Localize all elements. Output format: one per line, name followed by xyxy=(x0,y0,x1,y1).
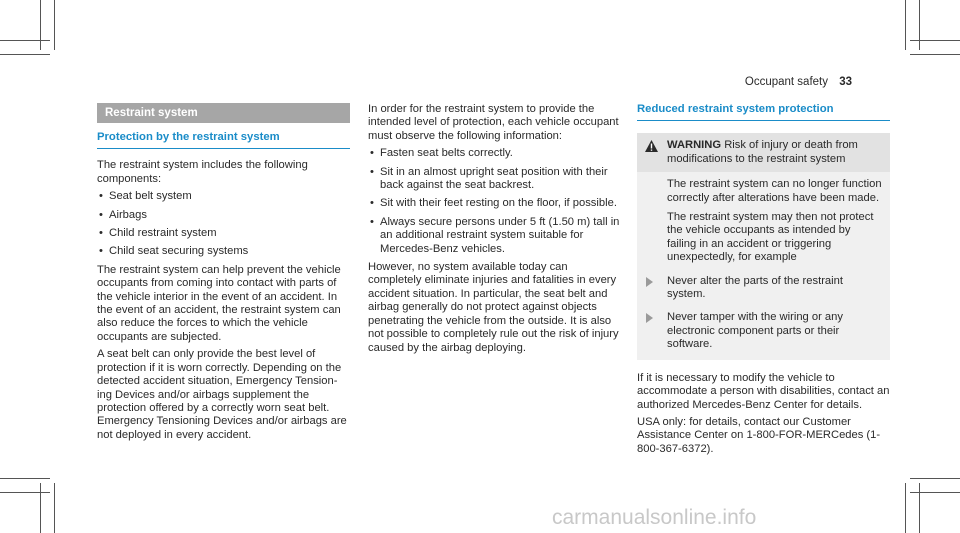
warning-text: Risk of injury or death from modifications to the restraint system xyxy=(667,139,858,165)
paragraph: However, no system available today can completely eliminate injuries and fatalities in every accident situation. In particular, the seat belt and airbag generally do not protect against objects penetrating the vehicle from the outside. It is also not possible to completely rule out the risk of injury caused by the airbag deploying. xyxy=(368,261,619,354)
paragraph: USA only: for details, contact our Customer Assistance Center on 1-800-FOR-MERCedes (1-800-367-6372). xyxy=(637,415,881,455)
arrow-right-icon xyxy=(646,313,653,323)
list-item: • Fasten seat belts correctly. xyxy=(368,147,621,160)
warning-body xyxy=(637,172,890,359)
instruction-step xyxy=(637,311,882,351)
page-header xyxy=(745,76,852,88)
section-name: Occupant safety xyxy=(744,76,828,88)
section-title: Restraint system xyxy=(97,103,350,123)
warning-triangle-icon xyxy=(645,140,658,156)
crop-mark xyxy=(40,483,41,533)
list-item: • Seat belt system xyxy=(97,190,350,203)
crop-mark xyxy=(54,483,55,533)
crop-mark xyxy=(910,492,960,493)
warning-header xyxy=(637,133,890,172)
arrow-right-icon xyxy=(646,277,653,287)
column-3 xyxy=(637,103,890,460)
paragraph: A seat belt can only provide the best level of protection if it is worn correctly. Depending on the detected accident situation, Emergency Tension-ing Devices and/or airbags supplement the protection offered by a correctly worn seat belt. Emergency Tensioning Devices and/or airbags are not deployed in every accident. xyxy=(97,348,347,441)
list-item: • Sit with their feet resting on the floor, if possible. xyxy=(368,197,621,210)
instruction-step xyxy=(637,275,882,302)
crop-mark xyxy=(910,54,960,55)
crop-mark xyxy=(905,0,906,50)
list-item: • Sit in an almost upright seat position with their back against the seat backrest. xyxy=(368,166,621,193)
paragraph: If it is necessary to modify the vehicle to accommodate a person with disabilities, contact an authorized Mercedes-Benz Center for details. xyxy=(637,371,890,411)
list-item: • Airbags xyxy=(97,209,350,222)
components-list xyxy=(97,190,350,259)
warning-label: WARNING xyxy=(667,139,722,152)
crop-mark xyxy=(0,492,50,493)
crop-mark xyxy=(0,54,50,55)
list-item: • Child seat securing systems xyxy=(97,245,350,258)
watermark: carmanualsonline.info xyxy=(552,506,757,529)
warning-paragraph: The restraint system can no longer function correctly after alterations have been made. xyxy=(667,178,882,204)
page-number: 33 xyxy=(839,76,852,88)
sub-heading-protection: Protection by the restraint system xyxy=(97,131,350,149)
crop-mark xyxy=(910,40,960,41)
instruction-text: Never tamper with the wiring or any electronic component parts or their software. xyxy=(667,311,843,351)
list-item: • Always secure persons under 5 ft (1.50 m) tall in an additional restraint system suitable for Mercedes-Benz vehicles. xyxy=(368,216,621,256)
crop-mark xyxy=(54,0,55,50)
warning-box xyxy=(637,133,890,359)
column-1 xyxy=(97,103,350,446)
crop-mark xyxy=(919,483,920,533)
sub-heading-reduced-protection: Reduced restraint system protection xyxy=(637,103,890,121)
list-item: • Child restraint system xyxy=(97,227,350,240)
warning-paragraph: The restraint system may then not protect the vehicle occupants as intended by failing in an accident or triggering unexpectedly, for example xyxy=(667,211,874,264)
crop-mark xyxy=(910,478,960,479)
column-2 xyxy=(368,103,621,359)
crop-mark xyxy=(0,40,50,41)
intro-text: In order for the restraint system to provide the intended level of protection, each vehicle occupant must observe the following information: xyxy=(368,103,619,142)
crop-mark xyxy=(919,0,920,50)
intro-text: The restraint system includes the following components: xyxy=(97,159,308,185)
instruction-text: Never alter the parts of the restraint system. xyxy=(667,274,843,301)
information-list xyxy=(368,147,621,256)
crop-mark xyxy=(0,478,50,479)
crop-mark xyxy=(40,0,41,50)
crop-mark xyxy=(905,483,906,533)
paragraph: The restraint system can help prevent the vehicle occupants from coming into contact with parts of the vehicle interior in the event of an accident. In the event of an accident, the restraint system can also reduce the forces to which the vehicle occupants are subjected. xyxy=(97,263,341,343)
